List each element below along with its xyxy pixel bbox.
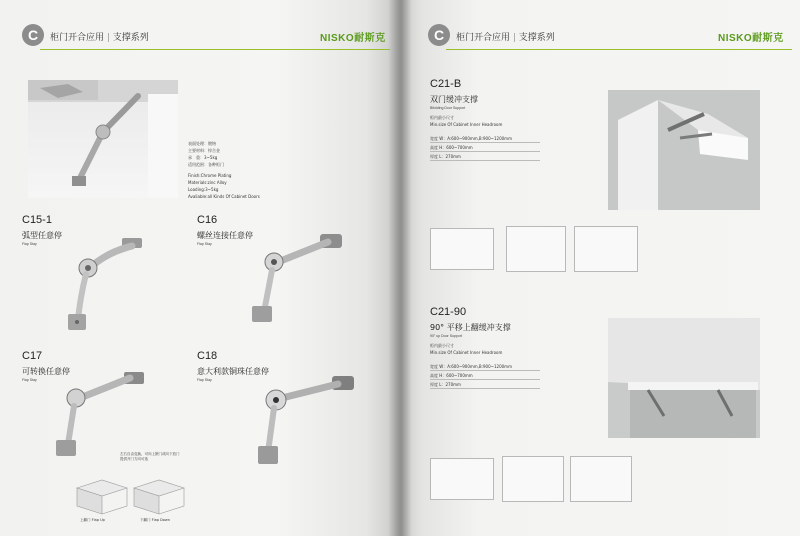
spec-loading-en: Loading:3~5kg bbox=[188, 187, 219, 192]
header-subtitle: 支撑系列 bbox=[518, 33, 555, 43]
product-name: 弧型任意停 bbox=[22, 231, 62, 240]
size-en: Min.size Of Cabinet Inner Headroom bbox=[430, 350, 503, 355]
product-name: 90° 平移上翻缓冲支撑 bbox=[430, 323, 511, 332]
spec-material-en: Materials:zinc Alloy bbox=[188, 180, 227, 185]
spec-divider bbox=[430, 142, 540, 143]
size-heading bbox=[430, 114, 502, 128]
right-header bbox=[398, 24, 800, 50]
product-code: C15-1 bbox=[22, 214, 52, 226]
product-code: C16 bbox=[197, 214, 218, 226]
product-code: C18 bbox=[197, 350, 218, 362]
spec-list bbox=[430, 362, 512, 389]
c21-b-drawing-1 bbox=[430, 228, 494, 270]
spec-divider bbox=[430, 379, 540, 380]
c18-stay-illustration bbox=[252, 372, 372, 482]
c21-b-drawing-2 bbox=[506, 226, 566, 272]
header-divider bbox=[40, 49, 390, 50]
size-heading bbox=[430, 342, 502, 356]
product-code: C21-90 bbox=[430, 306, 467, 318]
c17-stay-illustration bbox=[40, 366, 160, 466]
header-divider bbox=[446, 49, 792, 50]
product-en: Bifolding Door Support bbox=[430, 106, 466, 110]
book-gutter bbox=[388, 0, 412, 536]
product-en: Flap Stay bbox=[197, 242, 212, 246]
c21-90-drawing-1 bbox=[430, 458, 494, 500]
callout-line-1: 左右自由变换，可向上掀门或向下放门 bbox=[120, 452, 180, 456]
c21-b-cabinet-photo bbox=[608, 90, 760, 210]
spec-material-cn: 主要材料：锌合金 bbox=[188, 148, 220, 153]
c21-b-drawing-3 bbox=[574, 226, 638, 272]
product-en: Flap Stay bbox=[197, 378, 212, 382]
header-title-group: 柜门开合应用 | 支撑系列 bbox=[456, 33, 555, 43]
c16-stay-illustration bbox=[240, 226, 350, 336]
product-en: Flap Stay bbox=[22, 378, 37, 382]
spec-width: 宽度 W：A:600~900mm,B:900~1200mm bbox=[430, 364, 512, 369]
header-subtitle: 支撑系列 bbox=[112, 33, 149, 43]
spec-divider bbox=[430, 151, 540, 152]
product-name: 可转换任意停 bbox=[22, 367, 70, 376]
intro-product-photo bbox=[28, 80, 178, 198]
logo-c-icon: C bbox=[428, 24, 450, 46]
intro-specs-en bbox=[188, 172, 260, 200]
spec-list bbox=[430, 134, 512, 161]
header-title-group: 柜门开合应用 | 支撑系列 bbox=[50, 33, 149, 43]
size-cn: 柜内最小尺寸 bbox=[430, 115, 454, 120]
spec-finish-en: Finish:Chrome Plating bbox=[188, 173, 232, 178]
product-name: 双门缓冲支撑 bbox=[430, 95, 478, 104]
left-page bbox=[0, 0, 398, 536]
c21-90-cabinet-illustration bbox=[608, 318, 760, 438]
product-name: 螺丝连接任意停 bbox=[197, 231, 253, 240]
product-en: 90° up Door Support bbox=[430, 334, 462, 338]
c21-90-drawing-3 bbox=[570, 456, 632, 502]
flap-down-label: 下翻门 Flap Down bbox=[140, 518, 170, 522]
c17-callout bbox=[120, 452, 190, 462]
spec-available-cn: 适用范围：各种柜门 bbox=[188, 162, 224, 167]
c21-b-cabinet-illustration bbox=[608, 90, 760, 210]
c15-1-stay-illustration bbox=[60, 236, 170, 346]
spec-thickness: 厚度 L：270mm bbox=[430, 154, 461, 159]
spec-height: 高度 H：600~700mm bbox=[430, 145, 473, 150]
spec-divider bbox=[430, 370, 540, 371]
c21-90-drawing-2 bbox=[502, 456, 564, 502]
callout-line-2: 提供开门方向可选 bbox=[120, 457, 148, 461]
product-name: 意大利款铜珠任意停 bbox=[197, 367, 269, 376]
header-title: 柜门开合应用 bbox=[456, 33, 511, 43]
flap-direction-diagrams bbox=[72, 476, 182, 516]
product-en: Flap Stay bbox=[22, 242, 37, 246]
brand-logo: NISKO耐斯克 bbox=[320, 33, 386, 44]
intro-hinge-illustration bbox=[28, 80, 178, 198]
product-code: C17 bbox=[22, 350, 43, 362]
spec-finish-cn: 表面处理：镀铬 bbox=[188, 141, 216, 146]
brand-logo: NISKO耐斯克 bbox=[718, 33, 784, 44]
spec-thickness: 厚度 L：270mm bbox=[430, 382, 461, 387]
intro-specs-cn bbox=[188, 140, 224, 168]
right-page bbox=[398, 0, 800, 536]
spec-height: 高度 H：600~700mm bbox=[430, 373, 473, 378]
size-en: Min.size Of Cabinet Inner Headroom bbox=[430, 122, 503, 127]
logo-c-icon: C bbox=[22, 24, 44, 46]
flap-up-label: 上翻门 Flap Up bbox=[80, 518, 105, 522]
left-header bbox=[0, 24, 398, 50]
product-code: C21-B bbox=[430, 78, 462, 90]
spec-divider bbox=[430, 160, 540, 161]
c21-90-cabinet-photo bbox=[608, 318, 760, 438]
spec-width: 宽度 W：A:600~900mm,B:900~1200mm bbox=[430, 136, 512, 141]
spec-divider bbox=[430, 388, 540, 389]
spec-loading-cn: 承 重：3~5kg bbox=[188, 155, 218, 160]
header-title: 柜门开合应用 bbox=[50, 33, 105, 43]
spec-available-en: Avaliable:all Kinds Of Cabinet Doors bbox=[188, 194, 260, 199]
size-cn: 柜内最小尺寸 bbox=[430, 343, 454, 348]
